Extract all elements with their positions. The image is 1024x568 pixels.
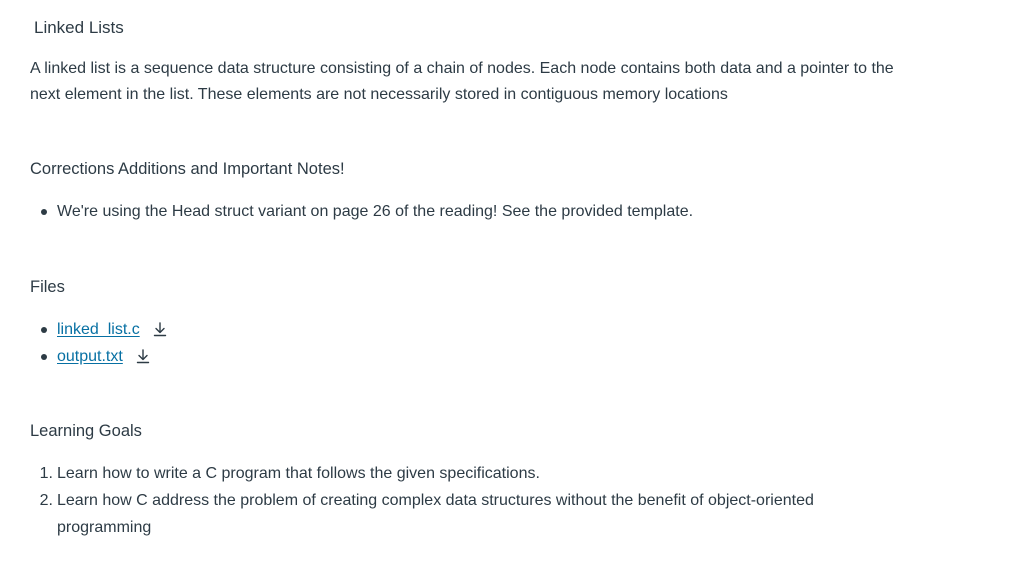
list-item [30, 316, 910, 343]
list-number: 1. [39, 465, 53, 482]
bullet-icon [41, 354, 47, 360]
intro-paragraph: A linked list is a sequence data structure consisting of a chain of nodes. Each node contains both data and a pointer to the next element in the list. These elements are not necessarily stored in contiguous memory locations [30, 60, 894, 103]
corrections-item-text: We're using the Head struct variant on page 26 of the reading! See the provided template. [57, 203, 694, 220]
list-item [30, 487, 910, 541]
list-item [30, 343, 910, 370]
file-link-output-txt[interactable]: output.txt [57, 348, 123, 365]
download-icon[interactable] [135, 348, 151, 364]
files-list [30, 316, 910, 370]
learning-goals-heading: Learning Goals [30, 422, 142, 440]
corrections-heading: Corrections Additions and Important Notes! [30, 160, 345, 178]
list-item [30, 198, 910, 225]
file-link-linked-list-c[interactable]: linked_list.c [57, 321, 140, 338]
files-heading: Files [30, 278, 65, 296]
list-number: 2. [39, 492, 53, 509]
corrections-list [30, 198, 910, 225]
learning-goal-text: Learn how C address the problem of creating complex data structures without the benefit of object-oriented programming [57, 492, 814, 536]
bullet-icon [41, 209, 47, 215]
list-item [30, 460, 910, 487]
page-title: Linked Lists [34, 18, 124, 37]
bullet-icon [41, 327, 47, 333]
learning-goal-text: Learn how to write a C program that follows the given specifications. [57, 465, 540, 482]
learning-goals-list [30, 460, 910, 541]
download-icon[interactable] [152, 321, 168, 337]
